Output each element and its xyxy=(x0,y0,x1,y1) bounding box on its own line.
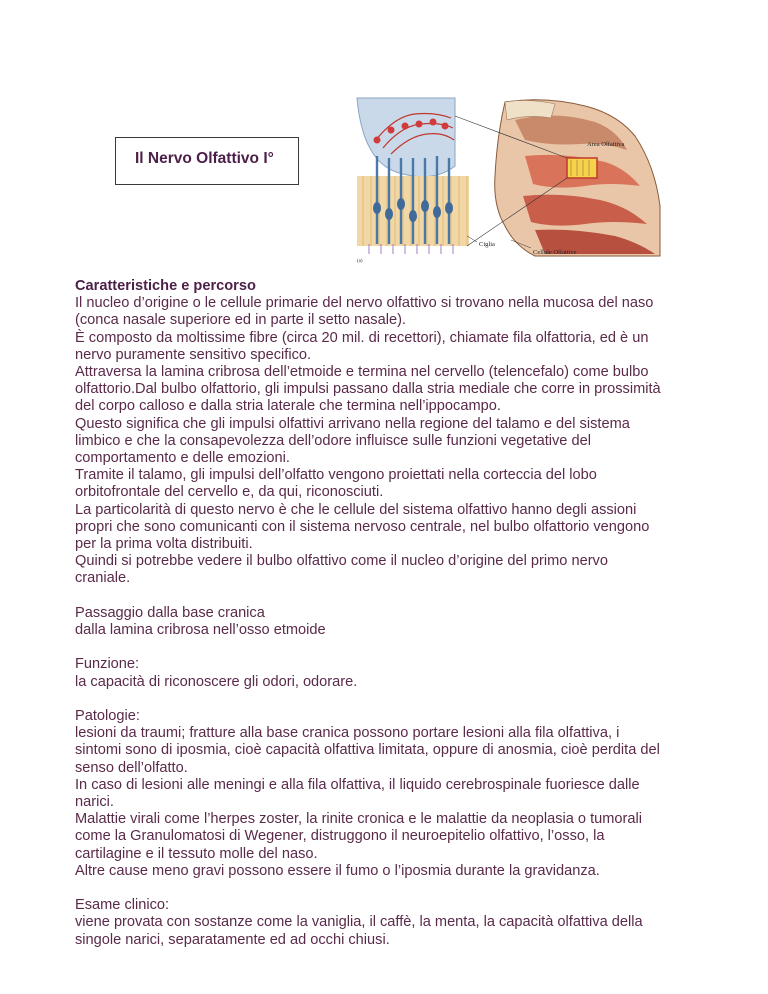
figure-label-area-olfattiva: Area Olfattiva xyxy=(587,141,625,148)
paragraph-gap xyxy=(75,880,700,897)
paragraph-gap xyxy=(75,691,700,708)
body-line: orbitofrontale del cervello e, da qui, riconosciuti. xyxy=(75,484,384,501)
body-line: Il nucleo d’origine o le cellule primarie del nervo olfattivo si trovano nella mucosa del naso xyxy=(75,295,654,312)
section-heading: Caratteristiche e percorso xyxy=(75,278,256,294)
body-line: Patologie: xyxy=(75,708,140,725)
figure-label-cellule-olfattive: Cellule Olfattive xyxy=(533,249,577,256)
body-line: Malattie virali come l’herpes zoster, la rinite cronica e le malattie da neoplasia o tumorali xyxy=(75,811,642,828)
body-line: Funzione: xyxy=(75,656,140,673)
body-line: come la Granulomatosi di Wegener, distruggono il neuroepitelio olfattivo, l’osso, la xyxy=(75,828,605,845)
body-line: la capacità di riconoscere gli odori, odorare. xyxy=(75,673,358,690)
section-caratteristiche xyxy=(75,278,700,588)
body-line: craniale. xyxy=(75,570,131,587)
figure-label-ciglia: Ciglia xyxy=(479,241,495,248)
paragraph-gap xyxy=(75,588,700,605)
olfactory-anatomy-illustration xyxy=(355,96,667,264)
body-line: olfattorio.Dal bulbo olfattorio, gli impulsi passano dalla stria mediale che corre in prossimità xyxy=(75,381,661,398)
body-line: singole narici, separatamente ed ad occhi chiusi. xyxy=(75,931,390,948)
body-line: In caso di lesioni alle meningi e alla fila olfattiva, il liquido cerebrospinale fuoriesce dalle xyxy=(75,776,640,793)
body-line: per la prima volta distribuiti. xyxy=(75,536,253,553)
body-line: Questo significa che gli impulsi olfattivi arrivano nella regione del talamo e del sistema xyxy=(75,415,630,432)
title-box xyxy=(115,137,299,185)
olfactory-cells-panel xyxy=(357,98,469,264)
figure-panel-label: (a) xyxy=(357,259,363,264)
body-line: Passaggio dalla base cranica xyxy=(75,604,265,621)
body-line: viene provata con sostanze come la vaniglia, il caffè, la menta, la capacità olfattiva della xyxy=(75,914,643,931)
body-line: Attraversa la lamina cribrosa dell’etmoide e termina nel cervello (telencefalo) come bulbo xyxy=(75,364,649,381)
document-title: Il Nervo Olfattivo I° xyxy=(135,150,274,167)
body-line: senso dell’olfatto. xyxy=(75,759,188,776)
body-line: È composto da moltissime fibre (circa 20 mil. di recettori), chiamate fila olfattoria, ed è un xyxy=(75,329,649,346)
section-funzione xyxy=(75,656,700,690)
body-line: sintomi sono di iposmia, cioè capacità olfattiva limitata, oppure di anosmia, cioè perdita del xyxy=(75,742,660,759)
nasal-cavity-panel xyxy=(495,100,660,256)
section-patologie xyxy=(75,708,700,880)
body-line: narici. xyxy=(75,794,114,811)
body-line: comportamento e delle emozioni. xyxy=(75,450,290,467)
body-line: del corpo calloso e dalla stria laterale che termina nell’ippocampo. xyxy=(75,398,501,415)
body-line: La particolarità di questo nervo è che le cellule del sistema olfattivo hanno degli assioni xyxy=(75,501,637,518)
body-line: Tramite il talamo, gli impulsi dell’olfatto vengono proiettati nella corteccia del lobo xyxy=(75,467,597,484)
paragraph-gap xyxy=(75,639,700,656)
section-esame xyxy=(75,897,700,949)
body-line: propri che sono comunicanti con il sistema nervoso centrale, nel bulbo olfattorio vengono xyxy=(75,518,650,535)
body-line: (conca nasale superiore ed in parte il setto nasale). xyxy=(75,312,406,329)
document-body xyxy=(75,278,700,949)
olfactory-illustration-svg xyxy=(355,96,667,264)
body-line: Quindi si potrebbe vedere il bulbo olfattivo come il nucleo d’origine del primo nervo xyxy=(75,553,608,570)
body-line: dalla lamina cribrosa nell’osso etmoide xyxy=(75,622,326,639)
body-line: limbico e che la consapevolezza dell’odore influisce sulle funzioni vegetative del xyxy=(75,432,591,449)
body-line: cartilagine e il tessuto molle del naso. xyxy=(75,845,318,862)
body-line: Esame clinico: xyxy=(75,897,170,914)
body-line: lesioni da traumi; fratture alla base cranica possono portare lesioni alla fila olfattiva, i xyxy=(75,725,620,742)
body-line: nervo puramente sensitivo specifico. xyxy=(75,346,312,363)
body-line: Altre cause meno gravi possono essere il fumo o l’iposmia durante la gravidanza. xyxy=(75,862,600,879)
section-passaggio xyxy=(75,605,700,639)
